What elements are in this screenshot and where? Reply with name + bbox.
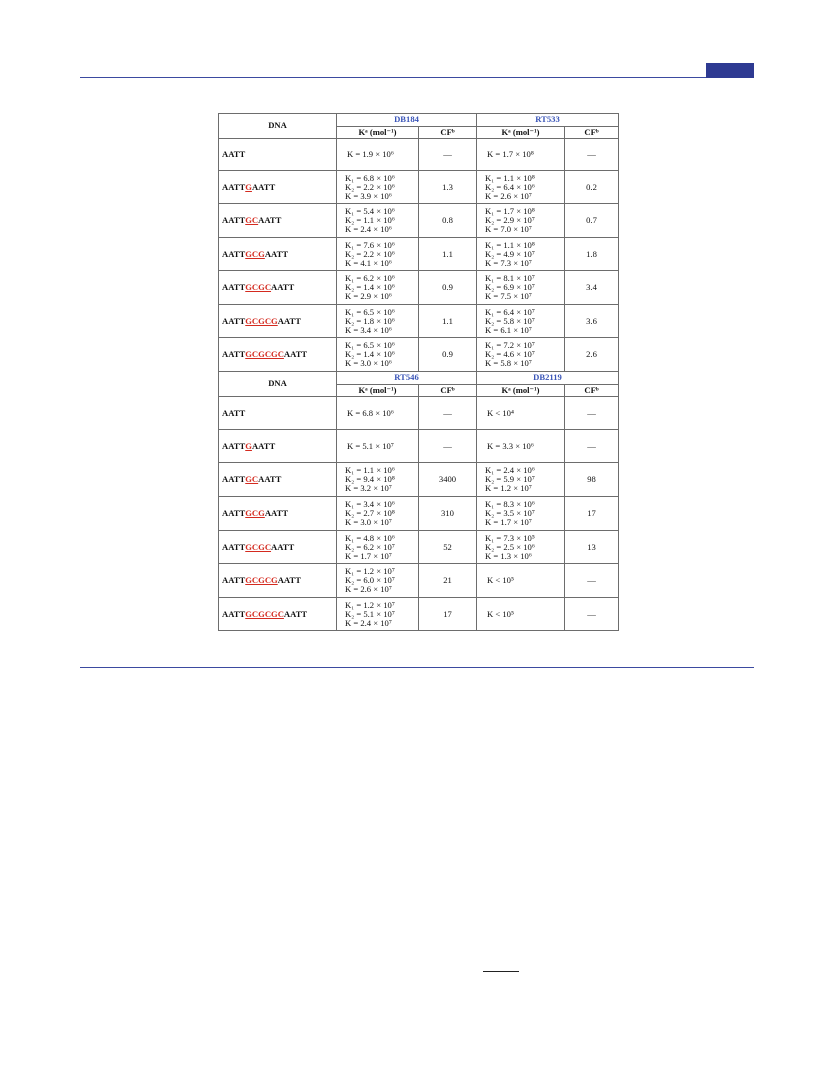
binding-constant-value: K₁ = 3.4 × 10⁶: [345, 499, 395, 509]
cooperativity-factor-cell: 2.6: [565, 338, 619, 372]
sequence-prefix: AATT: [222, 282, 246, 292]
cooperativity-factor-cell: 0.2: [565, 171, 619, 204]
binding-constant-value: K₂ = 6.4 × 10⁶: [485, 181, 535, 192]
cooperativity-factor-cell: —: [565, 139, 619, 171]
sequence-prefix: AATT: [222, 508, 246, 518]
binding-constant-value: K₁ = 6.5 × 10⁶: [345, 340, 395, 350]
cooperativity-factor-cell: 0.7: [565, 204, 619, 238]
table-row: [219, 238, 619, 271]
gc-insert: GC: [245, 215, 259, 225]
cooperativity-factor-cell: —: [419, 139, 477, 171]
cooperativity-factor-cell: 3.6: [565, 305, 619, 338]
binding-constant-value: K₂ = 5.8 × 10⁷: [485, 315, 535, 326]
binding-constant-value: K₁ = 6.2 × 10⁶: [345, 273, 395, 283]
cooperativity-factor-cell: 3400: [419, 463, 477, 497]
binding-constant-value: K = 6.8 × 10⁶: [347, 407, 394, 418]
table-row: [219, 430, 619, 463]
binding-constant-value: K₂ = 6.9 × 10⁷: [485, 282, 535, 292]
binding-constant-value: K₂ = 2.2 × 10⁶: [345, 181, 395, 192]
cooperativity-factor-cell: 17: [565, 497, 619, 531]
dna-sequence-cell: [219, 531, 337, 564]
gc-insert: G: [245, 440, 252, 451]
dna-sequence-cell: [219, 564, 337, 598]
cooperativity-factor-cell: 310: [419, 497, 477, 531]
compound-header-db2119: DB2119: [477, 372, 619, 385]
sequence-suffix: AATT: [251, 440, 276, 451]
dna-sequence-cell: [219, 430, 337, 463]
binding-constant-cell: [477, 238, 565, 271]
section-header-row: [219, 372, 619, 385]
binding-constant-cell: [337, 139, 419, 171]
table-row: [219, 598, 619, 631]
binding-constant-value: K₁ = 8.1 × 10⁷: [485, 273, 535, 283]
compound-header-rt546: RT546: [337, 372, 477, 385]
gc-insert: GCGC: [245, 541, 272, 552]
sequence-prefix: AATT: [222, 440, 246, 451]
cooperativity-factor-cell: —: [565, 598, 619, 631]
binding-constant-value: K = 1.2 × 10⁷: [485, 483, 532, 493]
cooperativity-factor-cell: 1.3: [419, 171, 477, 204]
binding-constant-value: K = 1.7 × 10⁷: [485, 517, 532, 527]
binding-constant-value: K₁ = 7.2 × 10⁷: [485, 340, 535, 350]
dna-sequence-cell: [219, 305, 337, 338]
k-column-header: Kᵃ (mol⁻¹): [337, 126, 419, 139]
binding-constant-cell: [337, 463, 419, 497]
sequence-suffix: AATT: [283, 608, 308, 619]
cf-column-header: CFᵇ: [419, 384, 477, 397]
binding-constant-value: K₂ = 6.2 × 10⁷: [345, 541, 395, 552]
sequence-suffix: AATT: [277, 315, 301, 326]
binding-constant-value: K = 6.1 × 10⁷: [485, 324, 532, 335]
cooperativity-factor-cell: 52: [419, 531, 477, 564]
gc-insert: GCGCG: [245, 575, 278, 585]
binding-constant-value: K₂ = 1.8 × 10⁶: [345, 315, 395, 326]
binding-constant-value: K₁ = 2.4 × 10⁶: [485, 465, 535, 475]
gc-insert: G: [245, 181, 252, 192]
binding-constant-cell: [337, 497, 419, 531]
binding-constant-cell: [337, 204, 419, 238]
binding-constant-value: K = 4.1 × 10⁶: [345, 257, 392, 268]
binding-constant-value: K = 7.3 × 10⁷: [485, 257, 532, 268]
cooperativity-factor-cell: —: [565, 564, 619, 598]
sequence-prefix: AATT: [222, 349, 246, 359]
binding-constant-value: K = 2.6 × 10⁷: [485, 190, 532, 201]
binding-constant-cell: [337, 564, 419, 598]
binding-constant-value: K₁ = 1.1 × 10⁸: [485, 172, 535, 183]
binding-constant-value: K₂ = 2.9 × 10⁷: [485, 215, 535, 225]
binding-constant-value: K₂ = 4.9 × 10⁷: [485, 248, 535, 259]
table-row: [219, 564, 619, 598]
binding-constant-value: K = 1.3 × 10⁶: [485, 550, 532, 561]
sequence-prefix: AATT: [222, 248, 246, 259]
dna-sequence-cell: [219, 463, 337, 497]
binding-constant-value: K₁ = 7.3 × 10⁵: [485, 532, 535, 543]
binding-constant-value: K = 7.5 × 10⁷: [485, 291, 532, 301]
binding-constant-value: K = 5.8 × 10⁷: [485, 358, 532, 368]
dna-sequence-cell: [219, 397, 337, 430]
binding-constant-cell: [337, 430, 419, 463]
table-row: [219, 305, 619, 338]
sequence-prefix: AATT: [222, 407, 246, 418]
binding-constant-cell: [337, 171, 419, 204]
sequence-suffix: AATT: [271, 282, 295, 292]
table-bottom-rule: [80, 667, 754, 668]
table-row: [219, 139, 619, 171]
sequence-suffix: AATT: [258, 474, 282, 484]
binding-constant-cell: [477, 271, 565, 305]
cooperativity-factor-cell: 17: [419, 598, 477, 631]
cooperativity-factor-cell: 1.1: [419, 305, 477, 338]
cooperativity-factor-cell: 0.9: [419, 338, 477, 372]
cooperativity-factor-cell: 1.1: [419, 238, 477, 271]
binding-constant-cell: [477, 531, 565, 564]
table-row: [219, 497, 619, 531]
binding-constant-value: K = 7.0 × 10⁷: [485, 224, 532, 234]
dna-sequence-cell: [219, 171, 337, 204]
cooperativity-factor-cell: —: [419, 397, 477, 430]
sequence-prefix: AATT: [222, 215, 246, 225]
sequence-suffix: AATT: [271, 541, 295, 552]
gc-insert: GCG: [245, 248, 265, 259]
binding-constant-value: K₂ = 4.6 × 10⁷: [485, 349, 535, 359]
cooperativity-factor-cell: —: [565, 430, 619, 463]
sequence-prefix: AATT: [222, 608, 246, 619]
gc-insert: GCGCG: [245, 315, 278, 326]
binding-constant-value: K = 2.4 × 10⁷: [345, 617, 392, 628]
gc-insert: GCGCGC: [245, 349, 284, 359]
binding-constant-cell: [477, 397, 565, 430]
binding-constant-value: K₂ = 2.2 × 10⁶: [345, 248, 395, 259]
dna-column-header: DNA: [219, 114, 337, 139]
binding-constant-value: K₁ = 1.7 × 10⁸: [485, 206, 535, 216]
binding-constant-cell: [477, 139, 565, 171]
k-column-header: Kᵃ (mol⁻¹): [337, 384, 419, 397]
binding-constant-value: K = 3.0 × 10⁷: [345, 517, 392, 527]
table-row: [219, 204, 619, 238]
binding-constant-cell: [477, 564, 565, 598]
table-row: [219, 338, 619, 372]
sequence-prefix: AATT: [222, 575, 246, 585]
binding-constant-cell: [477, 338, 565, 372]
binding-constant-value: K < 10⁵: [487, 575, 514, 585]
binding-constant-value: K = 2.9 × 10⁶: [345, 291, 392, 301]
gc-insert: GCGC: [245, 282, 272, 292]
cooperativity-factor-cell: 3.4: [565, 271, 619, 305]
table-row: [219, 397, 619, 430]
gc-insert: GCG: [245, 508, 265, 518]
binding-constant-value: K₂ = 2.7 × 10⁸: [345, 508, 395, 518]
binding-constant-value: K₁ = 8.3 × 10⁶: [485, 499, 535, 509]
cooperativity-factor-cell: —: [565, 397, 619, 430]
binding-constant-value: K₁ = 1.2 × 10⁷: [345, 599, 395, 610]
binding-constant-value: K = 5.1 × 10⁷: [347, 440, 394, 451]
binding-constant-value: K₂ = 1.4 × 10⁶: [345, 349, 395, 359]
binding-constant-cell: [477, 305, 565, 338]
gc-insert: GC: [245, 474, 259, 484]
binding-constant-value: K₂ = 2.5 × 10⁶: [485, 541, 535, 552]
binding-constant-value: K < 10⁴: [487, 407, 514, 418]
binding-constant-cell: [337, 338, 419, 372]
binding-constant-value: K = 1.9 × 10⁶: [347, 149, 394, 159]
header-rule: [80, 77, 754, 78]
cf-column-header: CFᵇ: [565, 126, 619, 139]
binding-constant-value: K = 1.7 × 10⁸: [487, 149, 534, 159]
binding-constant-value: K < 10⁵: [487, 608, 514, 619]
binding-constant-cell: [477, 598, 565, 631]
binding-constant-value: K₁ = 7.6 × 10⁶: [345, 239, 395, 250]
binding-constant-value: K₂ = 6.0 × 10⁷: [345, 575, 395, 585]
binding-constant-cell: [337, 598, 419, 631]
dna-sequence-cell: [219, 497, 337, 531]
binding-constant-cell: [477, 430, 565, 463]
binding-constant-value: K₂ = 5.1 × 10⁷: [345, 608, 395, 619]
binding-constants-table: [218, 113, 619, 631]
cooperativity-factor-cell: 0.8: [419, 204, 477, 238]
table-row: [219, 463, 619, 497]
dna-sequence-cell: [219, 204, 337, 238]
binding-constant-value: K = 3.4 × 10⁶: [345, 324, 392, 335]
cooperativity-factor-cell: 21: [419, 564, 477, 598]
binding-constant-value: K = 2.6 × 10⁷: [345, 584, 392, 594]
binding-constant-cell: [477, 463, 565, 497]
binding-constant-value: K₂ = 1.1 × 10⁶: [345, 215, 395, 225]
sequence-suffix: AATT: [283, 349, 308, 359]
binding-constant-value: K = 3.9 × 10⁶: [345, 190, 392, 201]
binding-constant-value: K₂ = 5.9 × 10⁷: [485, 474, 535, 484]
table-row: [219, 531, 619, 564]
footnote-rule: [483, 971, 519, 972]
cooperativity-factor-cell: —: [419, 430, 477, 463]
binding-constant-value: K = 2.4 × 10⁶: [345, 224, 392, 234]
binding-constant-value: K = 1.7 × 10⁷: [345, 550, 392, 561]
binding-constant-value: K₁ = 6.8 × 10⁶: [345, 172, 395, 183]
binding-constant-value: K₁ = 6.5 × 10⁶: [345, 306, 395, 317]
binding-constant-value: K = 3.0 × 10⁶: [345, 358, 392, 368]
cf-column-header: CFᵇ: [565, 384, 619, 397]
sequence-prefix: AATT: [222, 181, 246, 192]
table-row: [219, 171, 619, 204]
dna-sequence-cell: [219, 139, 337, 171]
binding-constant-value: K₁ = 4.8 × 10⁶: [345, 532, 395, 543]
binding-constant-cell: [477, 497, 565, 531]
sequence-prefix: AATT: [222, 541, 246, 552]
sequence-suffix: AATT: [264, 508, 289, 518]
cooperativity-factor-cell: 98: [565, 463, 619, 497]
dna-sequence-cell: [219, 338, 337, 372]
binding-constant-cell: [337, 271, 419, 305]
binding-constant-value: K₂ = 3.5 × 10⁷: [485, 508, 535, 518]
table-row: [219, 271, 619, 305]
sequence-prefix: AATT: [222, 474, 246, 484]
binding-constant-cell: [337, 531, 419, 564]
dna-sequence-cell: [219, 271, 337, 305]
sequence-suffix: AATT: [277, 575, 301, 585]
binding-constant-cell: [477, 204, 565, 238]
binding-constant-value: K₁ = 5.4 × 10⁶: [345, 206, 395, 216]
binding-constant-value: K = 3.2 × 10⁷: [345, 483, 392, 493]
binding-constant-cell: [477, 171, 565, 204]
sequence-suffix: AATT: [258, 215, 282, 225]
cooperativity-factor-cell: 1.8: [565, 238, 619, 271]
sequence-prefix: AATT: [222, 149, 246, 159]
binding-constant-value: K = 3.3 × 10⁶: [487, 440, 534, 451]
binding-constant-value: K₁ = 1.2 × 10⁷: [345, 566, 395, 576]
binding-constant-value: K₁ = 1.1 × 10⁶: [345, 465, 395, 475]
k-column-header: Kᵃ (mol⁻¹): [477, 126, 565, 139]
sequence-suffix: AATT: [264, 248, 289, 259]
k-column-header: Kᵃ (mol⁻¹): [477, 384, 565, 397]
dna-sequence-cell: [219, 238, 337, 271]
compound-header-rt533: RT533: [477, 114, 619, 127]
dna-column-header: DNA: [219, 372, 337, 397]
sequence-prefix: AATT: [222, 315, 246, 326]
binding-constant-value: K₁ = 6.4 × 10⁷: [485, 306, 535, 317]
cooperativity-factor-cell: 13: [565, 531, 619, 564]
binding-constant-cell: [337, 238, 419, 271]
binding-constant-cell: [337, 305, 419, 338]
binding-constant-value: K₁ = 1.1 × 10⁸: [485, 239, 535, 250]
cooperativity-factor-cell: 0.9: [419, 271, 477, 305]
cf-column-header: CFᵇ: [419, 126, 477, 139]
sequence-suffix: AATT: [251, 181, 276, 192]
section-header-row: [219, 114, 619, 127]
dna-sequence-cell: [219, 598, 337, 631]
binding-constant-cell: [337, 397, 419, 430]
journal-corner-tab: [706, 63, 754, 78]
compound-header-db184: DB184: [337, 114, 477, 127]
binding-constant-value: K₂ = 1.4 × 10⁶: [345, 282, 395, 292]
binding-constant-value: K₂ = 9.4 × 10⁸: [345, 474, 395, 484]
gc-insert: GCGCGC: [245, 608, 284, 619]
